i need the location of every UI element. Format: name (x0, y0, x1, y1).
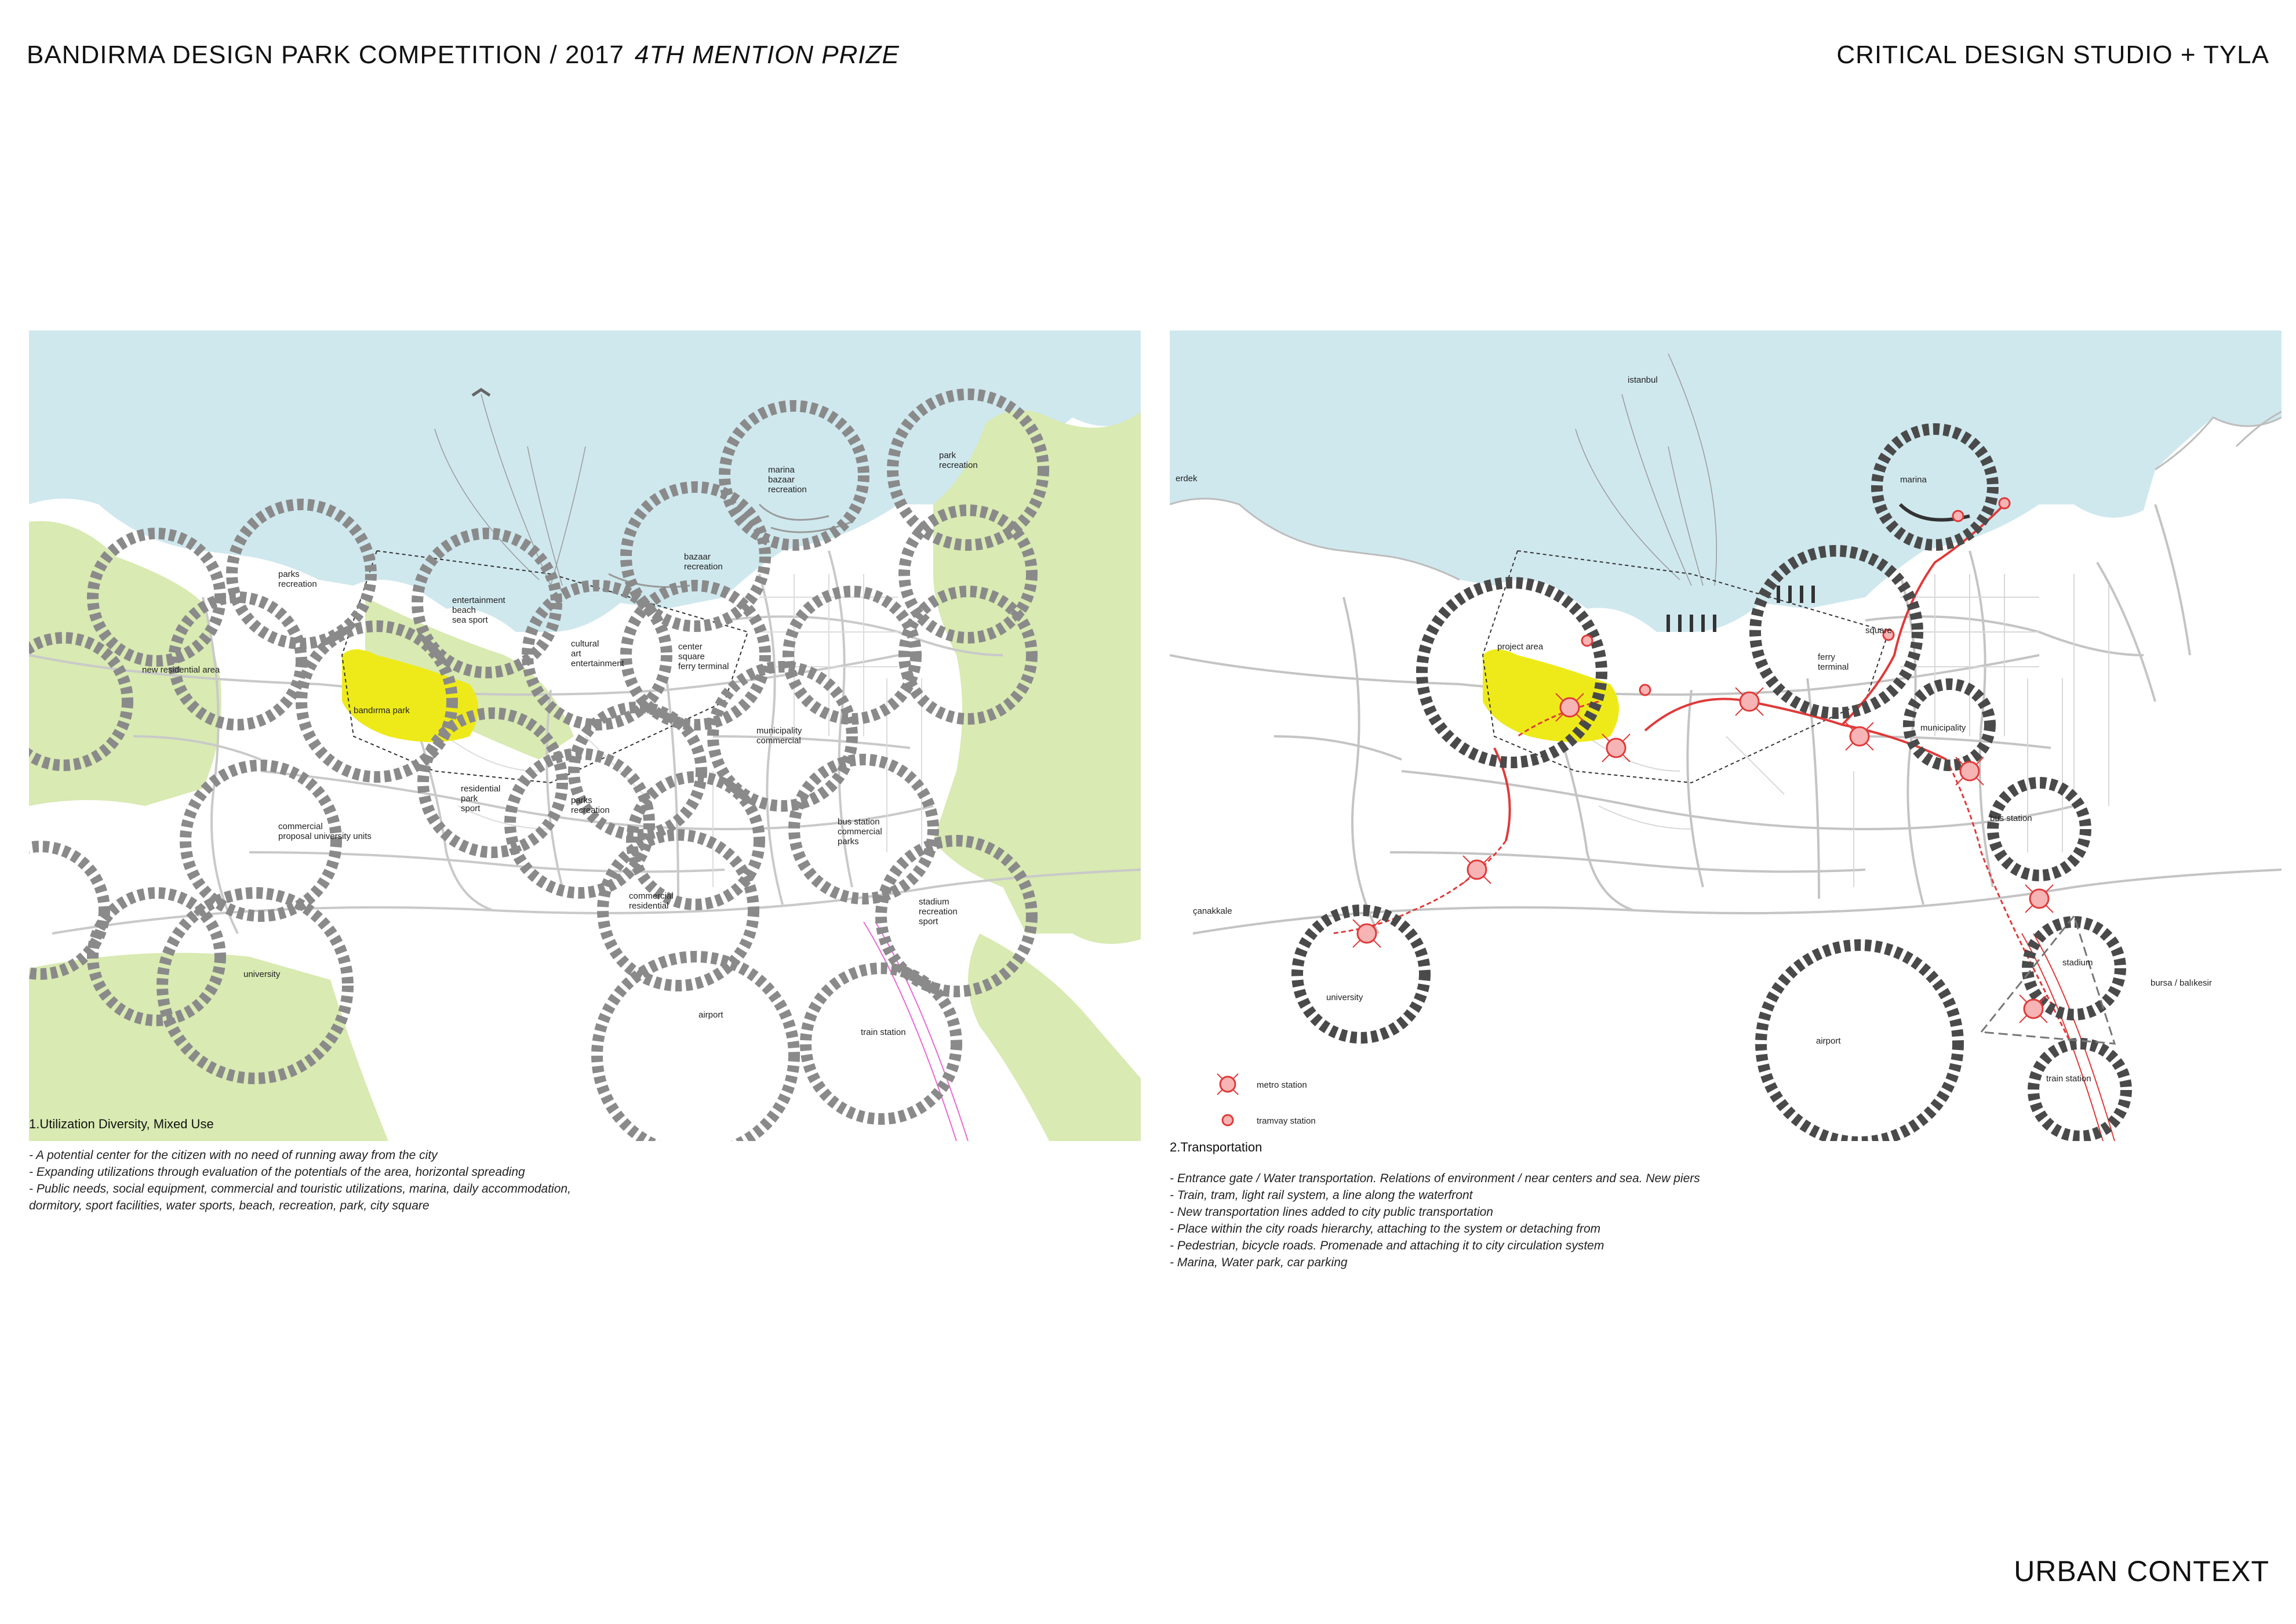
metro-station-icon (2020, 995, 2047, 1023)
legend-metro-icon (1217, 1074, 1238, 1095)
caption-item: - Pedestrian, bicycle roads. Promenade and attaching it to city circulation system (1170, 1239, 1604, 1252)
caption-title: 1.Utilization Diversity, Mixed Use (29, 1117, 214, 1131)
label-train-station: train station (2046, 1074, 2091, 1084)
legend-metro-label: metro station (1257, 1080, 1307, 1090)
label-cultural: cultural art entertainment (571, 639, 624, 669)
metro-station-icon (1956, 757, 1984, 785)
caption-item: - New transportation lines added to city public transportation (1170, 1205, 1493, 1219)
competition-title (27, 41, 900, 70)
tram-station-icon (1640, 685, 1650, 695)
caption-item: dormitory, sport facilities, water sports, beach, recreation, park, city square (29, 1199, 430, 1212)
metro-station-icon (1602, 734, 1630, 762)
section-title: URBAN CONTEXT (2014, 1555, 2269, 1587)
label-airport: airport (698, 1010, 723, 1020)
label-bazaar-recreation: bazaar recreation (684, 552, 723, 572)
transportation-map (1170, 330, 2282, 1141)
caption-item: - Expanding utilizations through evaluation of the potentials of the area, horizontal spreading (29, 1165, 525, 1179)
metro-station-icon (1353, 920, 1381, 947)
caption-item: - A potential center for the citizen with no need of running away from the city (29, 1149, 438, 1162)
label-parks-recreation-west: parks recreation (278, 569, 317, 589)
label-bus-station: bus station (1990, 813, 2032, 823)
label-new-residential: new residential area (142, 665, 220, 675)
caption-item: - Marina, Water park, car parking (1170, 1256, 1348, 1269)
label-commercial-residential: commercial residential (629, 891, 674, 911)
caption-list (1170, 1170, 1981, 1271)
tram-station-icon (1953, 511, 1963, 521)
utilization-map-canvas (29, 330, 1141, 1141)
label-project-area: project area (1497, 642, 1544, 652)
caption-item: - Public needs, social equipment, commercial and touristic utilizations, marina, daily accommodation, (29, 1182, 571, 1196)
label-stadium: stadium (2062, 958, 2093, 968)
legend-tram-icon (1222, 1115, 1233, 1125)
label-park-recreation: park recreation (939, 450, 978, 470)
caption-item: - Train, tram, light rail system, a line along the waterfront (1170, 1189, 1473, 1202)
label-train-station: train station (861, 1027, 906, 1037)
caption-title: 2.Transportation (1170, 1140, 1262, 1154)
caption-list (29, 1147, 725, 1214)
transportation-map-canvas (1170, 330, 2282, 1141)
label-parks-recreation-center: parks recreation (571, 795, 610, 815)
label-stadium: stadium recreation sport (919, 897, 958, 927)
label-university: university (1326, 993, 1363, 1002)
label-bus-station: bus station commercial parks (838, 817, 882, 846)
metro-station-icon (1846, 722, 1873, 750)
label-residential-park: residential park sport (461, 784, 501, 813)
metro-station-icon (1463, 856, 1491, 884)
label-canakkale: çanakkale (1193, 906, 1232, 916)
label-bursa: bursa / balıkesir (2151, 978, 2212, 988)
metro-station-icon (1735, 688, 1763, 715)
studio-name: CRITICAL DESIGN STUDIO + TYLA (1836, 41, 2269, 69)
label-municipality: municipality (1920, 723, 1966, 733)
label-university: university (243, 969, 281, 979)
award-text: 4TH MENTION PRIZE (634, 41, 900, 69)
utilization-map (29, 330, 1141, 1141)
label-marina: marina (1900, 475, 1927, 485)
title-text: BANDIRMA DESIGN PARK COMPETITION / 2017 (27, 41, 624, 69)
caption-item: - Place within the city roads hierarchy, attaching to the system or detaching from (1170, 1222, 1601, 1236)
metro-station-icon (2025, 885, 2053, 913)
label-center-square: center square ferry terminal (678, 642, 729, 671)
label-entertainment: entertainment beach sea sport (452, 595, 505, 625)
label-square: square (1865, 626, 1892, 635)
metro-station-icon (1556, 693, 1584, 721)
tram-station-icon (1582, 635, 1592, 646)
label-ferry-terminal: ferry terminal (1818, 652, 1849, 672)
label-commercial-proposal: commercial proposal university units (278, 822, 372, 841)
caption-utilization (29, 1117, 725, 1214)
label-municipality: municipality commercial (756, 726, 802, 746)
label-bandirma-park: bandırma park (354, 706, 410, 715)
label-istanbul: istanbul (1628, 375, 1658, 385)
legend-tram-label: tramvay station (1257, 1116, 1316, 1126)
label-erdek: erdek (1176, 474, 1198, 484)
label-airport: airport (1816, 1036, 1841, 1046)
tram-station-icon (1999, 498, 2010, 508)
caption-transportation (1170, 1140, 1981, 1271)
label-marina-bazaar: marina bazaar recreation (768, 465, 807, 495)
caption-item: - Entrance gate / Water transportation. Relations of environment / near centers and sea. New piers (1170, 1172, 1700, 1185)
